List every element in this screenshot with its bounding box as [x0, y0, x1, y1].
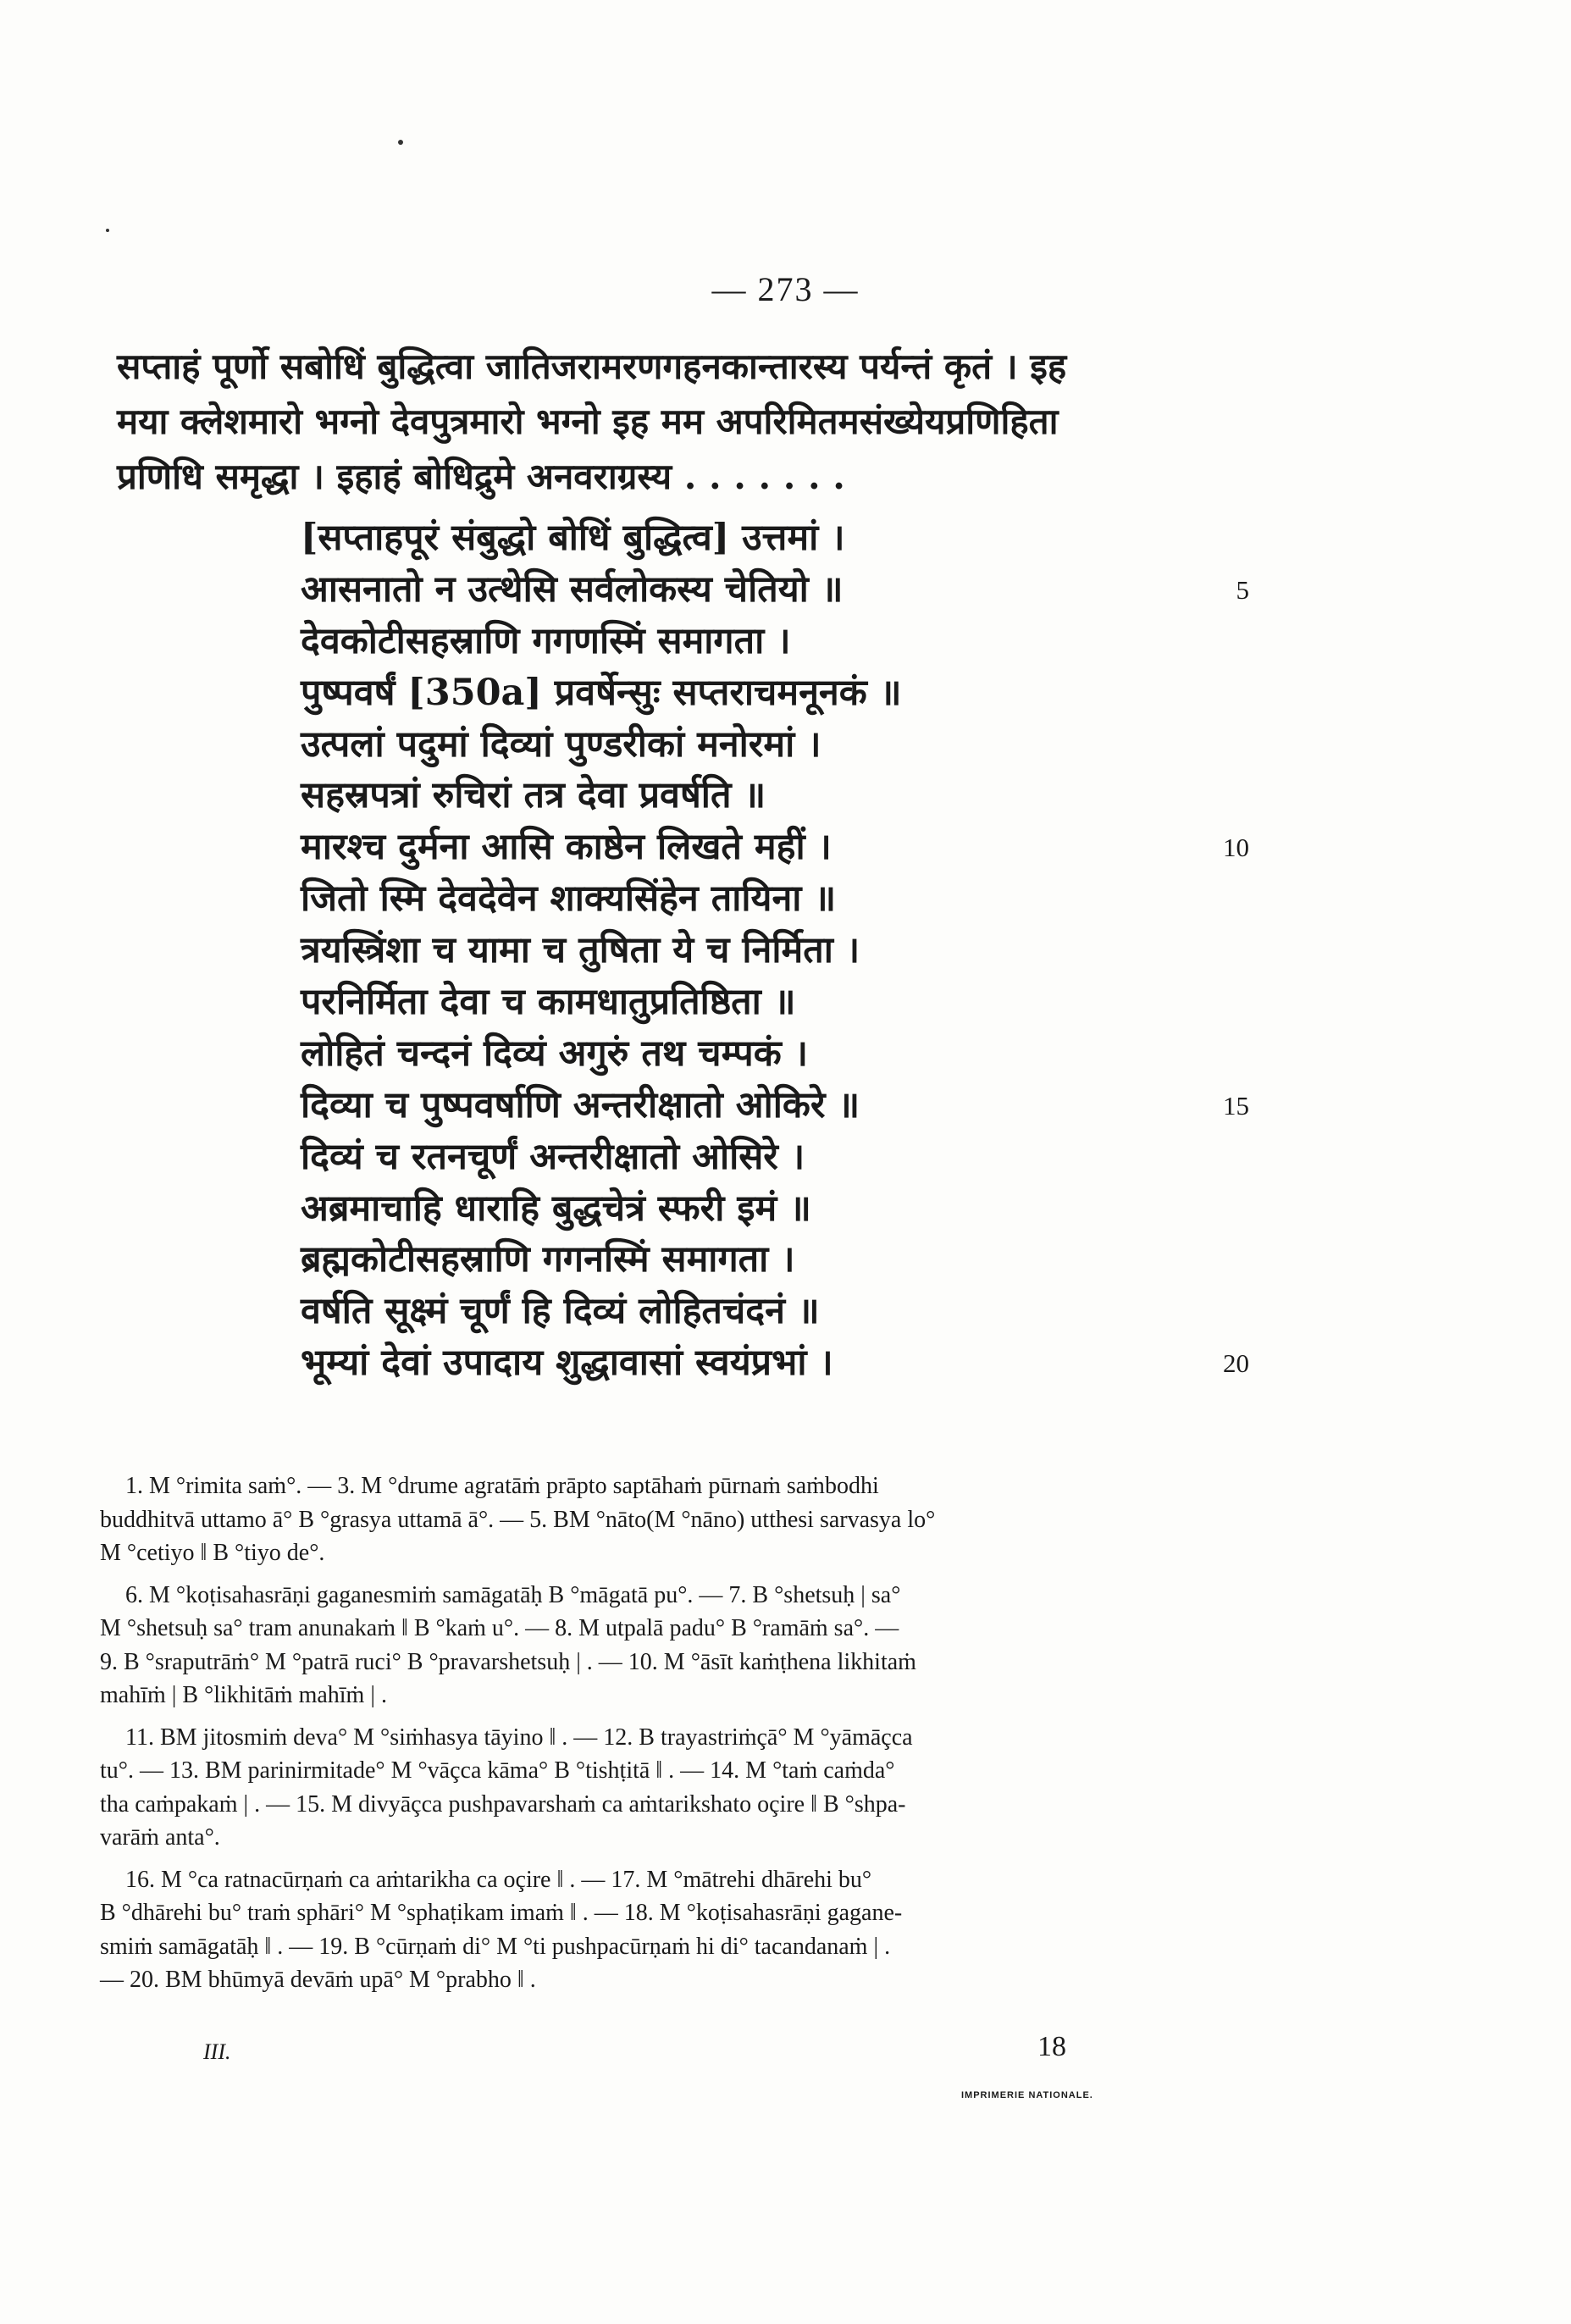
- footnote-line: M °shetsuḥ sa° tram anunakaṁ ‖ B °kaṁ u°. — 8. M utpalā padu° B °ramāṁ sa°. —: [100, 1615, 899, 1641]
- footnote-line: 1. M °rimita saṁ°. — 3. M °drume agratāṁ prāpto saptāhaṁ pūrnaṁ saṁbodhi: [125, 1473, 879, 1499]
- ink-speck: [106, 229, 109, 232]
- verse-line: भूम्यां देवां उपादाय शुद्धावासां स्वयंप्रभां ।: [301, 1342, 833, 1385]
- verse-line: [सप्ताहपूरं संबुद्धो बोधिं बुद्धित्व] उत्तमां ।: [301, 517, 845, 559]
- footnotes: [100, 1469, 1201, 2006]
- footnote-line: buddhitvā uttamo ā° B °grasya uttamā ā°. — 5. BM °nāto(M °nāno) utthesi sarvasya lo°: [100, 1506, 936, 1533]
- footnote-line: 6. M °koṭisahasrāṇi gaganesmiṁ samāgatāḥ B °māgatā pu°. — 7. B °shetsuḥ | sa°: [125, 1581, 901, 1608]
- page-number: — 273 —: [711, 270, 860, 308]
- footnote-block: [100, 1721, 1201, 1855]
- verse-number: 15: [1223, 1090, 1249, 1120]
- footnote-block: [100, 1469, 1201, 1570]
- verse-line: दिव्यं च रतनचूर्णं अन्तरीक्षातो ओसिरे ।: [301, 1135, 805, 1178]
- verse-line: देवकोटीसहस्राणि गगणस्मिं समागता ।: [301, 619, 791, 662]
- verse-line: त्रयस्त्रिंशा च यामा च तुषिता ये च निर्मिता ।: [301, 929, 860, 972]
- verse-number: 20: [1223, 1347, 1249, 1378]
- verse-line: दिव्या च पुष्पवर्षाणि अन्तरीक्षातो ओकिरे ॥: [301, 1083, 860, 1126]
- verse-block: [301, 512, 1232, 1389]
- footnote-line: smiṁ samāgatāḥ ‖ . — 19. B °cūrṇaṁ di° M °ti pushpacūrṇaṁ hi di° tacandanaṁ | .: [100, 1933, 891, 1960]
- verse-line: जितो स्मि देवदेवेन शाक्यसिंहेन तायिना ॥: [301, 877, 837, 921]
- footnote-line: M °cetiyo ‖ B °tiyo de°.: [100, 1540, 325, 1566]
- verse-number: 10: [1223, 832, 1249, 862]
- footnote-block: [100, 1863, 1201, 1997]
- verse-line: ब्रह्मकोटीसहस्राणि गगनस्मिं समागता ।: [301, 1238, 795, 1281]
- verse-number: 5: [1236, 574, 1249, 605]
- signature-mark: 18: [1037, 2031, 1066, 2062]
- volume-mark: III.: [203, 2039, 231, 2064]
- verse-line: अब्रमाचाहि धाराहि बुद्धचेत्रं स्फरी इमं ॥: [301, 1187, 811, 1230]
- prose-line: मया क्लेशमारो भग्नो देवपुत्रमारो भग्नो इह मम अपरिमितमसंख्येयप्रणिहिता: [117, 401, 1059, 442]
- footnote-line: 11. BM jitosmiṁ deva° M °siṁhasya tāyino ‖ . — 12. B trayastriṁçā° M °yāmāçca: [125, 1724, 913, 1751]
- footnote-line: B °dhārehi bu° traṁ sphāri° M °sphaṭikam imaṁ ‖ . — 18. M °koṭisahasrāṇi gagane-: [100, 1900, 903, 1926]
- footnote-line: — 20. BM bhūmyā devāṁ upā° M °prabho ‖ .: [100, 1967, 536, 1993]
- footnote-block: [100, 1579, 1201, 1713]
- footnote-line: mahīṁ | B °likhitāṁ mahīṁ | .: [100, 1682, 387, 1708]
- ink-speck: [398, 140, 403, 145]
- footnote-line: 16. M °ca ratnacūrṇaṁ ca aṁtarikha ca oçire ‖ . — 17. M °mātrehi dhārehi bu°: [125, 1866, 872, 1893]
- verse-line: उत्पलां पदुमां दिव्यां पुण्डरीकां मनोरमां ।: [301, 722, 821, 766]
- footnote-line: tu°. — 13. BM parinirmitade° M °vāçca kāma° B °tishṭitā ‖ . — 14. M °taṁ caṁda°: [100, 1757, 895, 1784]
- verse-line: मारश्च दुर्मना आसि काष्ठेन लिखते महीं ।: [301, 826, 832, 869]
- verse-line: सहस्रपत्रां रुचिरां तत्र देवा प्रवर्षति ॥: [301, 774, 766, 817]
- verse-line: परनिर्मिता देवा च कामधातुप्रतिष्ठिता ॥: [301, 981, 796, 1024]
- footnote-line: 9. B °sraputrāṁ° M °patrā ruci° B °pravarshetsuḥ | . — 10. M °āsīt kaṁṭhena likhitaṁ: [100, 1648, 916, 1675]
- footnote-line: varāṁ anta°.: [100, 1824, 220, 1851]
- prose-paragraph: [117, 339, 1235, 504]
- prose-line: सप्ताहं पूर्णो सबोधिं बुद्धित्वा जातिजरामरणगहनकान्तारस्य पर्यन्तं कृतं । इह: [117, 346, 1067, 387]
- verse-line: आसनातो न उत्थेसि सर्वलोकस्य चेतियो ॥: [301, 567, 844, 611]
- verse-line: वर्षति सूक्ष्मं चूर्णं हि दिव्यं लोहितचंदनं ॥: [301, 1290, 820, 1333]
- prose-line: प्रणिधि समृद्धा । इहाहं बोधिद्रुमे अनवराग्रस्य . . . . . . .: [117, 456, 845, 497]
- footnote-line: tha caṁpakaṁ | . — 15. M divyāçca pushpavarshaṁ ca aṁtarikshato oçire ‖ B °shpa-: [100, 1790, 906, 1818]
- verse-line: पुष्पवर्षं [350a] प्रवर्षेन्सुः सप्तराचमनूनकं ॥: [301, 671, 902, 714]
- printer-imprint: IMPRIMERIE NATIONALE.: [961, 2090, 1093, 2100]
- verse-line: लोहितं चन्दनं दिव्यं अगुरुं तथ चम्पकं ।: [301, 1032, 809, 1075]
